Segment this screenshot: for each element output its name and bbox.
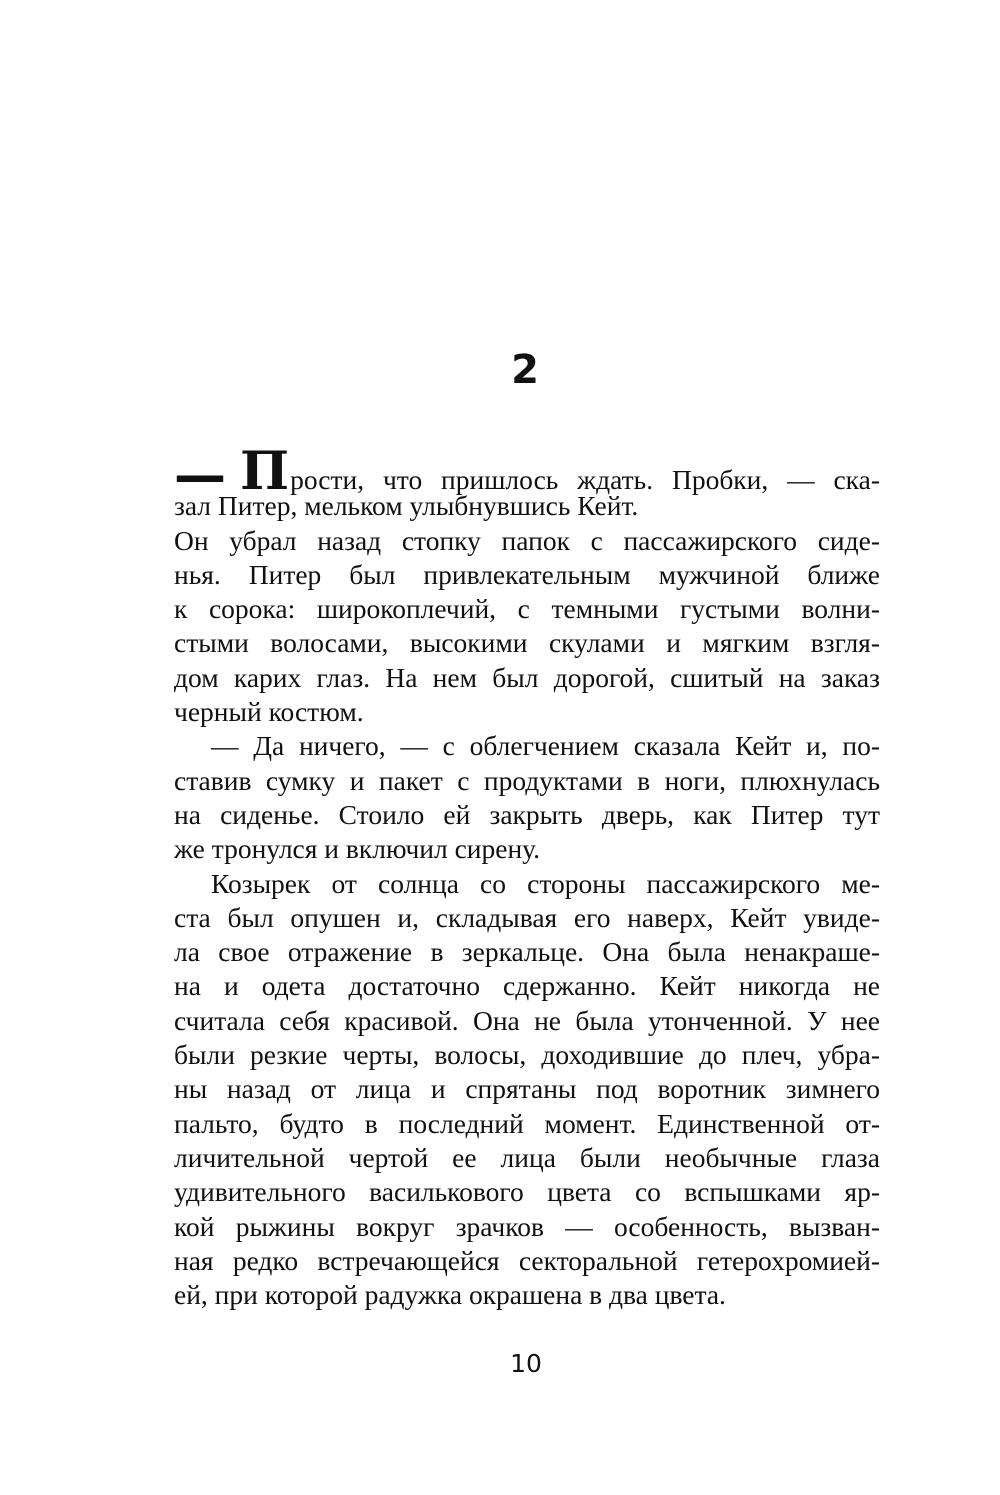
text-line: считала себя красивой. Она не была утонченной. У нее	[174, 1004, 880, 1036]
text-line: на сиденье. Стоило ей закрыть дверь, как Питер тут	[174, 798, 880, 830]
text-line: удивительного василькового цвета со вспышками яр-	[174, 1176, 880, 1208]
text-line: нья. Питер был привлекательным мужчиной ближе	[174, 558, 880, 590]
text-line: же тронулся и включил сирену.	[174, 833, 541, 865]
text-line: ставив сумку и пакет с продуктами в ноги, плюхнулась	[174, 764, 880, 796]
chapter-number: 2	[511, 347, 539, 393]
text-line: к сорока: широкоплечий, с темными густыми волни-	[174, 593, 880, 625]
dropcap-dash: —	[174, 446, 226, 506]
text-line: — Да ничего, — с облегчением сказала Кейт и, по-	[211, 730, 880, 762]
text-line: рости, что пришлось ждать. Пробки, — ска-	[290, 464, 880, 495]
page-number: 10	[510, 1349, 542, 1378]
text-line: ная редко встречающейся секторальной гетерохромией-	[174, 1244, 880, 1276]
text-line: Он убрал назад стопку папок с пассажирского сиде-	[174, 524, 880, 556]
dropcap-letter: П	[240, 441, 290, 502]
text-line: пальто, будто в последний момент. Единственной от-	[174, 1107, 880, 1139]
text-line: личительной чертой ее лица были необычные глаза	[174, 1141, 880, 1173]
text-line: на и одета достаточно сдержанно. Кейт никогда не	[174, 970, 880, 1002]
text-line: зал Питер, мельком улыбнувшись Кейт.	[174, 490, 639, 522]
text-line: ей, при которой радужка окрашена в два цвета.	[174, 1279, 726, 1311]
text-line: ла свое отражение в зеркальце. Она была ненакраше-	[174, 936, 880, 968]
text-line: ны назад от лица и спрятаны под воротник зимнего	[174, 1073, 880, 1105]
text-line: кой рыжины вокруг зрачков — особенность, вызван-	[174, 1210, 880, 1242]
text-line: черный костюм.	[174, 696, 364, 728]
text-line: дом карих глаз. На нем был дорогой, сшитый на заказ	[174, 661, 880, 693]
text-line: стыми волосами, высокими скулами и мягким взгля-	[174, 627, 880, 659]
text-line: были резкие черты, волосы, доходившие до плеч, убра-	[174, 1039, 880, 1071]
text-line: ста был опушен и, складывая его наверх, Кейт увиде-	[174, 901, 880, 933]
body-text	[174, 441, 880, 1312]
text-line: Козырек от солнца со стороны пассажирского ме-	[211, 867, 880, 899]
